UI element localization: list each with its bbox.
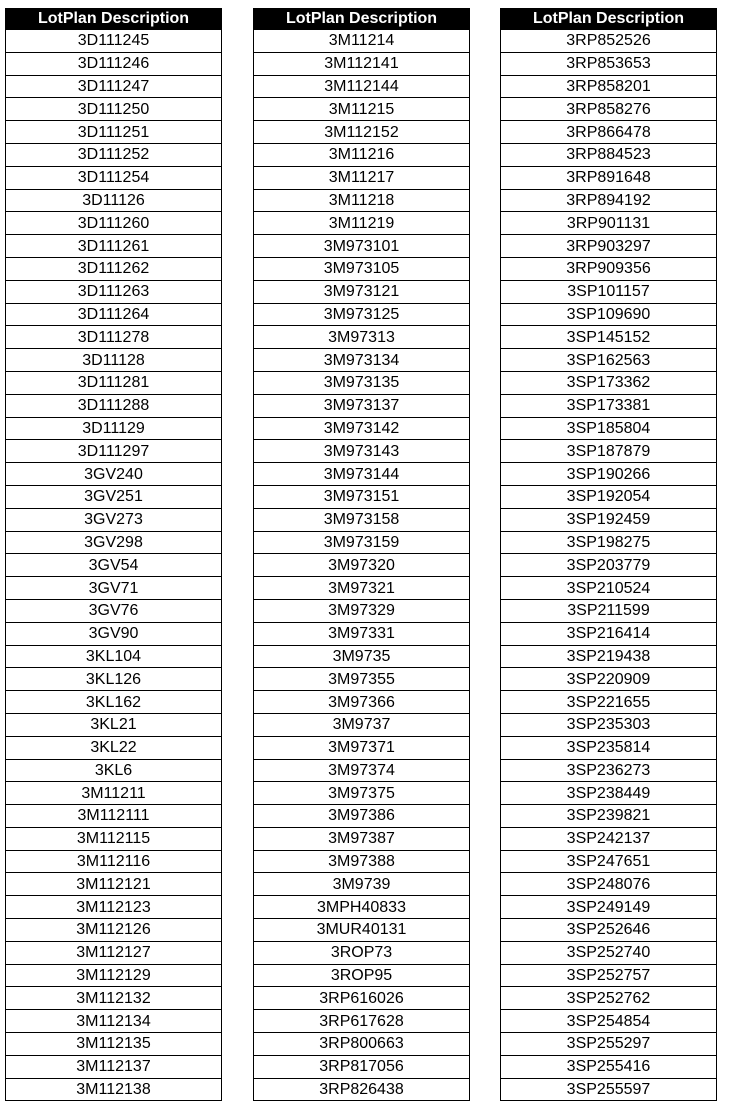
lotplan-cell: 3RP858276	[501, 98, 717, 121]
lotplan-cell: 3D111260	[6, 212, 222, 235]
lotplan-cell: 3KL21	[6, 713, 222, 736]
header-row	[6, 9, 222, 30]
table-row	[6, 280, 222, 303]
lotplan-cell: 3SP192054	[501, 485, 717, 508]
lotplan-cell: 3RP800663	[254, 1033, 470, 1056]
lotplan-cell: 3M112129	[6, 964, 222, 987]
table-row	[254, 554, 470, 577]
lotplan-cell: 3D11128	[6, 349, 222, 372]
table-row	[254, 941, 470, 964]
lotplan-cell: 3M973101	[254, 235, 470, 258]
lotplan-cell: 3M97320	[254, 554, 470, 577]
lotplan-cell: 3M112144	[254, 75, 470, 98]
table-row	[6, 1033, 222, 1056]
table-row	[501, 599, 717, 622]
table-row	[501, 508, 717, 531]
table-row	[254, 52, 470, 75]
lotplan-cell: 3RP866478	[501, 121, 717, 144]
table-row	[501, 919, 717, 942]
table-row	[501, 303, 717, 326]
table-row	[254, 599, 470, 622]
lotplan-cell: 3M973125	[254, 303, 470, 326]
table-row	[6, 189, 222, 212]
lotplan-cell: 3M112126	[6, 919, 222, 942]
lotplan-cell: 3RP826438	[254, 1078, 470, 1101]
lotplan-cell: 3GV240	[6, 463, 222, 486]
table-row	[6, 782, 222, 805]
lotplan-cell: 3RP901131	[501, 212, 717, 235]
table-row	[6, 257, 222, 280]
lotplan-cell: 3D111247	[6, 75, 222, 98]
lotplan-cell: 3SP252762	[501, 987, 717, 1010]
table-row	[254, 759, 470, 782]
lotplan-cell: 3SP255297	[501, 1033, 717, 1056]
table-row	[254, 1078, 470, 1101]
table-row	[6, 577, 222, 600]
lotplan-cell: 3GV298	[6, 531, 222, 554]
lotplan-cell: 3RP894192	[501, 189, 717, 212]
table-row	[6, 599, 222, 622]
table-row	[501, 371, 717, 394]
lotplan-cell: 3SP252757	[501, 964, 717, 987]
lotplan-cell: 3KL22	[6, 736, 222, 759]
table-row	[254, 782, 470, 805]
table-row	[501, 235, 717, 258]
table-row	[501, 873, 717, 896]
table-row	[254, 303, 470, 326]
lotplan-cell: 3D111250	[6, 98, 222, 121]
table-row	[501, 1010, 717, 1033]
table-row	[254, 622, 470, 645]
lotplan-cell: 3D111263	[6, 280, 222, 303]
table-row	[6, 941, 222, 964]
lotplan-cell: 3D11126	[6, 189, 222, 212]
lotplan-cell: 3M112138	[6, 1078, 222, 1101]
table-row	[501, 52, 717, 75]
table-row	[6, 303, 222, 326]
table-row	[254, 189, 470, 212]
table-row	[6, 919, 222, 942]
table-row	[6, 349, 222, 372]
lotplan-cell: 3M112152	[254, 121, 470, 144]
table-row	[6, 1010, 222, 1033]
lotplan-cell: 3KL104	[6, 645, 222, 668]
table-row	[6, 827, 222, 850]
lotplan-cell: 3M112134	[6, 1010, 222, 1033]
lotplan-cell: 3SP220909	[501, 668, 717, 691]
table-row	[254, 850, 470, 873]
lotplan-cell: 3SP255416	[501, 1055, 717, 1078]
lotplan-cell: 3M973134	[254, 349, 470, 372]
table-row	[6, 668, 222, 691]
table-row	[254, 371, 470, 394]
table-row	[6, 987, 222, 1010]
table-row	[6, 554, 222, 577]
lotplan-cell: 3M973151	[254, 485, 470, 508]
table-row	[254, 463, 470, 486]
lotplan-cell: 3SP203779	[501, 554, 717, 577]
lotplan-cell: 3RP891648	[501, 166, 717, 189]
lotplan-cell: 3D11129	[6, 417, 222, 440]
table-row	[254, 1055, 470, 1078]
lotplan-cell: 3M973143	[254, 440, 470, 463]
table-row	[501, 554, 717, 577]
table-row	[6, 508, 222, 531]
lotplan-cell: 3M97329	[254, 599, 470, 622]
lotplan-cell: 3M112141	[254, 52, 470, 75]
table-row	[501, 440, 717, 463]
lotplan-cell: 3SP236273	[501, 759, 717, 782]
lotplan-cell: 3M11219	[254, 212, 470, 235]
lotplan-cell: 3M112116	[6, 850, 222, 873]
lotplan-cell: 3SP242137	[501, 827, 717, 850]
lotplan-cell: 3D111278	[6, 326, 222, 349]
lotplan-cell: 3M97386	[254, 805, 470, 828]
lotplan-cell: 3M97375	[254, 782, 470, 805]
table-row	[501, 941, 717, 964]
lotplan-cell: 3SP198275	[501, 531, 717, 554]
table-row	[501, 964, 717, 987]
table-row	[501, 805, 717, 828]
table-row	[6, 166, 222, 189]
lotplan-cell: 3M9735	[254, 645, 470, 668]
table-row	[6, 52, 222, 75]
lotplan-cell: 3D111264	[6, 303, 222, 326]
lotplan-cell: 3MUR40131	[254, 919, 470, 942]
lotplan-cell: 3GV90	[6, 622, 222, 645]
lotplan-cell: 3SP216414	[501, 622, 717, 645]
lotplan-cell: 3KL162	[6, 691, 222, 714]
table-row	[501, 463, 717, 486]
lotplan-cell: 3M11215	[254, 98, 470, 121]
lotplan-cell: 3D111281	[6, 371, 222, 394]
lotplan-cell: 3SP145152	[501, 326, 717, 349]
table-row	[254, 987, 470, 1010]
lotplan-cell: 3SP162563	[501, 349, 717, 372]
lotplan-cell: 3D111297	[6, 440, 222, 463]
table-row	[501, 987, 717, 1010]
lotplan-cell: 3SP238449	[501, 782, 717, 805]
table-row	[501, 622, 717, 645]
lotplan-table-1	[5, 8, 222, 1101]
table-row	[501, 417, 717, 440]
table-row	[501, 782, 717, 805]
table-row	[501, 485, 717, 508]
table-row	[501, 1033, 717, 1056]
lotplan-cell: 3M97388	[254, 850, 470, 873]
column-header: LotPlan Description	[6, 9, 222, 30]
lotplan-cell: 3M97387	[254, 827, 470, 850]
table-row	[254, 736, 470, 759]
table-row	[254, 805, 470, 828]
table-row	[6, 121, 222, 144]
lotplan-cell: 3MPH40833	[254, 896, 470, 919]
table-row	[254, 121, 470, 144]
table-row	[501, 30, 717, 53]
lotplan-cell: 3RP617628	[254, 1010, 470, 1033]
lotplan-cell: 3M973159	[254, 531, 470, 554]
lotplan-cell: 3SP190266	[501, 463, 717, 486]
table-row	[254, 645, 470, 668]
table-row	[501, 577, 717, 600]
lotplan-cell: 3M97374	[254, 759, 470, 782]
table-row	[254, 668, 470, 691]
table-row	[254, 827, 470, 850]
lotplan-cell: 3SP249149	[501, 896, 717, 919]
lotplan-cell: 3SP235303	[501, 713, 717, 736]
table-row	[501, 326, 717, 349]
table-row	[254, 691, 470, 714]
table-row	[6, 440, 222, 463]
table-row	[254, 349, 470, 372]
table-row	[254, 394, 470, 417]
table-row	[501, 668, 717, 691]
lotplan-cell: 3SP187879	[501, 440, 717, 463]
lotplan-cell: 3M973135	[254, 371, 470, 394]
lotplan-cell: 3GV273	[6, 508, 222, 531]
lotplan-cell: 3GV76	[6, 599, 222, 622]
lotplan-cell: 3SP254854	[501, 1010, 717, 1033]
table-row	[501, 143, 717, 166]
table-row	[6, 485, 222, 508]
lotplan-cell: 3SP173381	[501, 394, 717, 417]
table-row	[6, 531, 222, 554]
table-row	[6, 212, 222, 235]
lotplan-cell: 3M112135	[6, 1033, 222, 1056]
table-row	[6, 873, 222, 896]
table-row	[6, 896, 222, 919]
lotplan-cell: 3SP235814	[501, 736, 717, 759]
table-row	[254, 508, 470, 531]
lotplan-cell: 3M973105	[254, 257, 470, 280]
lotplan-cell: 3SP173362	[501, 371, 717, 394]
lotplan-cell: 3M112123	[6, 896, 222, 919]
lotplan-cell: 3RP909356	[501, 257, 717, 280]
lotplan-cell: 3SP185804	[501, 417, 717, 440]
lotplan-cell: 3D111288	[6, 394, 222, 417]
table-row	[254, 257, 470, 280]
table-row	[501, 1078, 717, 1101]
table-row	[254, 75, 470, 98]
table-row	[6, 75, 222, 98]
table-row	[254, 280, 470, 303]
table-row	[254, 417, 470, 440]
table-row	[501, 394, 717, 417]
table-row	[6, 736, 222, 759]
lotplan-cell: 3GV251	[6, 485, 222, 508]
table-row	[254, 964, 470, 987]
table-row	[254, 326, 470, 349]
table-row	[6, 463, 222, 486]
lotplan-cell: 3M11217	[254, 166, 470, 189]
lotplan-cell: 3SP210524	[501, 577, 717, 600]
lotplan-cell: 3SP247651	[501, 850, 717, 873]
table-row	[6, 371, 222, 394]
lotplan-cell: 3SP252646	[501, 919, 717, 942]
table-row	[254, 577, 470, 600]
lotplan-cell: 3M97313	[254, 326, 470, 349]
table-row	[6, 326, 222, 349]
table-row	[254, 143, 470, 166]
table-row	[501, 827, 717, 850]
table-row	[6, 394, 222, 417]
table-row	[254, 873, 470, 896]
table-row	[254, 1033, 470, 1056]
table-row	[501, 166, 717, 189]
table-row	[254, 440, 470, 463]
lotplan-cell: 3M112137	[6, 1055, 222, 1078]
lotplan-cell: 3M97371	[254, 736, 470, 759]
table-row	[254, 531, 470, 554]
lotplan-cell: 3SP248076	[501, 873, 717, 896]
lotplan-cell: 3M973158	[254, 508, 470, 531]
lotplan-cell: 3M112111	[6, 805, 222, 828]
lotplan-cell: 3M973142	[254, 417, 470, 440]
table-row	[501, 736, 717, 759]
lotplan-cell: 3M973137	[254, 394, 470, 417]
table-row	[501, 75, 717, 98]
lotplan-cell: 3D111252	[6, 143, 222, 166]
lotplan-cell: 3D111254	[6, 166, 222, 189]
table-row	[254, 919, 470, 942]
table-row	[501, 257, 717, 280]
lotplan-cell: 3M973144	[254, 463, 470, 486]
table-row	[254, 1010, 470, 1033]
lotplan-cell: 3SP239821	[501, 805, 717, 828]
lotplan-cell: 3SP221655	[501, 691, 717, 714]
lotplan-cell: 3KL126	[6, 668, 222, 691]
table-row	[501, 531, 717, 554]
table-row	[6, 805, 222, 828]
lotplan-cell: 3D111245	[6, 30, 222, 53]
lotplan-cell: 3GV54	[6, 554, 222, 577]
lotplan-cell: 3KL6	[6, 759, 222, 782]
lotplan-cell: 3M9737	[254, 713, 470, 736]
table-row	[254, 166, 470, 189]
table-row	[6, 417, 222, 440]
table-row	[6, 691, 222, 714]
table-row	[501, 759, 717, 782]
lotplan-cell: 3M97366	[254, 691, 470, 714]
table-row	[254, 235, 470, 258]
table-row	[6, 759, 222, 782]
lotplan-cell: 3M112115	[6, 827, 222, 850]
table-row	[6, 964, 222, 987]
table-row	[6, 850, 222, 873]
lotplan-cell: 3M11211	[6, 782, 222, 805]
lotplan-cell: 3SP219438	[501, 645, 717, 668]
lotplan-cell: 3GV71	[6, 577, 222, 600]
table-row	[6, 1055, 222, 1078]
table-row	[501, 349, 717, 372]
lotplan-cell: 3SP211599	[501, 599, 717, 622]
table-row	[501, 691, 717, 714]
table-row	[6, 645, 222, 668]
lotplan-cell: 3RP616026	[254, 987, 470, 1010]
lotplan-cell: 3SP109690	[501, 303, 717, 326]
lotplan-cell: 3M973121	[254, 280, 470, 303]
table-row	[6, 1078, 222, 1101]
column-header: LotPlan Description	[254, 9, 470, 30]
lotplan-cell: 3D111251	[6, 121, 222, 144]
lotplan-cell: 3M112121	[6, 873, 222, 896]
lotplan-cell: 3ROP95	[254, 964, 470, 987]
table-row	[501, 1055, 717, 1078]
lotplan-cell: 3M11214	[254, 30, 470, 53]
table-row	[501, 645, 717, 668]
lotplan-cell: 3SP192459	[501, 508, 717, 531]
table-row	[501, 121, 717, 144]
column-header: LotPlan Description	[501, 9, 717, 30]
table-row	[501, 713, 717, 736]
table-row	[6, 143, 222, 166]
table-row	[501, 280, 717, 303]
lotplan-cell: 3D111262	[6, 257, 222, 280]
lotplan-cell: 3M9739	[254, 873, 470, 896]
table-row	[501, 896, 717, 919]
table-row	[254, 485, 470, 508]
lotplan-cell: 3SP255597	[501, 1078, 717, 1101]
lotplan-cell: 3RP903297	[501, 235, 717, 258]
lotplan-cell: 3RP817056	[254, 1055, 470, 1078]
table-row	[501, 98, 717, 121]
lotplan-cell: 3SP101157	[501, 280, 717, 303]
table-row	[254, 30, 470, 53]
table-row	[254, 98, 470, 121]
lotplan-cell: 3RP858201	[501, 75, 717, 98]
table-row	[501, 189, 717, 212]
table-row	[6, 713, 222, 736]
table-row	[501, 212, 717, 235]
table-row	[6, 30, 222, 53]
lotplan-cell: 3M97355	[254, 668, 470, 691]
lotplan-cell: 3RP884523	[501, 143, 717, 166]
table-row	[6, 98, 222, 121]
lotplan-cell: 3M11216	[254, 143, 470, 166]
lotplan-cell: 3RP852526	[501, 30, 717, 53]
lotplan-cell: 3ROP73	[254, 941, 470, 964]
table-row	[6, 622, 222, 645]
lotplan-cell: 3D111261	[6, 235, 222, 258]
lotplan-cell: 3M97331	[254, 622, 470, 645]
header-row	[254, 9, 470, 30]
table-row	[254, 713, 470, 736]
lotplan-table-3	[500, 8, 717, 1101]
table-row	[501, 850, 717, 873]
lotplan-cell: 3RP853653	[501, 52, 717, 75]
lotplan-cell: 3D111246	[6, 52, 222, 75]
table-row	[254, 896, 470, 919]
lotplan-cell: 3M97321	[254, 577, 470, 600]
table-row	[6, 235, 222, 258]
lotplan-cell: 3M11218	[254, 189, 470, 212]
lotplan-cell: 3M112132	[6, 987, 222, 1010]
lotplan-cell: 3M112127	[6, 941, 222, 964]
table-row	[254, 212, 470, 235]
header-row	[501, 9, 717, 30]
lotplan-cell: 3SP252740	[501, 941, 717, 964]
lotplan-table-2	[253, 8, 470, 1101]
